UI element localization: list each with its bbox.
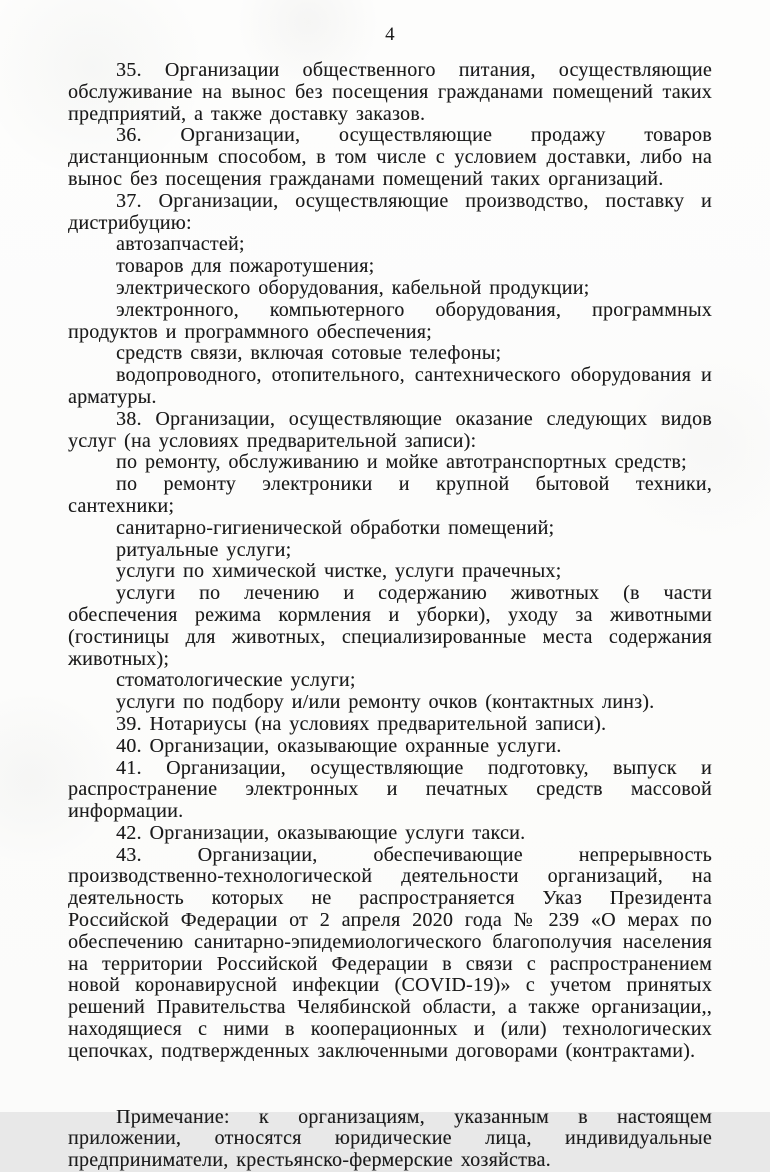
paragraph: по ремонту электроники и крупной бытовой техники, сантехники; bbox=[68, 473, 712, 517]
paragraph: услуги по химической чистке, услуги прачечных; bbox=[116, 560, 562, 583]
paragraph: 43. Организации, обеспечивающие непрерывность производственно-технологической деятельности организаций, на деятельность которых не распространяется Указ Президента Российской Федерации от 2 апреля 2020 года № 239 «О мерах по обеспечению санитарно-эпидемиологического благополучия населения на территории Российской Федерации в связи с распространением новой коронавирусной инфекции (COVID-19)» с учетом принятых решений Правительства Челябинской области, а также организации,, находящиеся с ними в кооперационных и (или) технологических цепочках, подтвержденных заключенными договорами (контрактами). bbox=[68, 843, 712, 1062]
document-body bbox=[68, 60, 712, 1172]
paragraph: автозапчастей; bbox=[116, 233, 245, 256]
paragraph: ритуальные услуги; bbox=[116, 538, 292, 561]
paragraph: товаров для пожаротушения; bbox=[116, 255, 375, 278]
paragraph: 35. Организации общественного питания, осуществляющие обслуживание на вынос без посещения гражданами помещений таких предприятий, а также доставку заказов. bbox=[68, 59, 712, 125]
paragraph: 36. Организации, осуществляющие продажу товаров дистанционным способом, в том числе с условием доставки, либо на вынос без посещения гражданами помещений таких организаций. bbox=[68, 124, 712, 190]
paragraph: 40. Организации, оказывающие охранные услуги. bbox=[116, 734, 562, 757]
paragraph: санитарно-гигиенической обработки помещений; bbox=[116, 516, 555, 539]
paragraph: услуги по подбору и/или ремонту очков (контактных линз). bbox=[116, 691, 655, 714]
paragraph: стоматологические услуги; bbox=[116, 669, 356, 692]
paragraph: средств связи, включая сотовые телефоны; bbox=[116, 342, 502, 365]
note-paragraph: Примечание: к организациям, указанным в настоящем приложении, относятся юридические лица, индивидуальные предприниматели, крестьянско-фермерские хозяйства. bbox=[68, 1105, 712, 1172]
paragraph: водопроводного, отопительного, сантехнического оборудования и арматуры. bbox=[68, 364, 712, 408]
paragraph: по ремонту, обслуживанию и мойке автотранспортных средств; bbox=[116, 451, 687, 474]
paragraph: 38. Организации, осуществляющие оказание следующих видов услуг (на условиях предварительной записи): bbox=[68, 407, 712, 452]
paragraph: электронного, компьютерного оборудования, программных продуктов и программного обеспечения; bbox=[68, 298, 712, 343]
paragraph: 39. Нотариусы (на условиях предварительной записи). bbox=[116, 712, 607, 735]
paragraph: услуги по лечению и содержанию животных (в части обеспечения режима кормления и уборки), уходу за животными (гостиницы для животных, специализированные места содержания животных); bbox=[68, 582, 712, 670]
paragraph: 41. Организации, осуществляющие подготовку, выпуск и распространение электронных и печатных средств массовой информации. bbox=[68, 756, 712, 823]
paragraph: электрического оборудования, кабельной продукции; bbox=[116, 276, 590, 299]
paragraph: 37. Организации, осуществляющие производство, поставку и дистрибуцию: bbox=[68, 189, 712, 234]
paragraph: 42. Организации, оказывающие услуги такси. bbox=[116, 821, 526, 844]
page-number: 4 bbox=[385, 24, 395, 45]
